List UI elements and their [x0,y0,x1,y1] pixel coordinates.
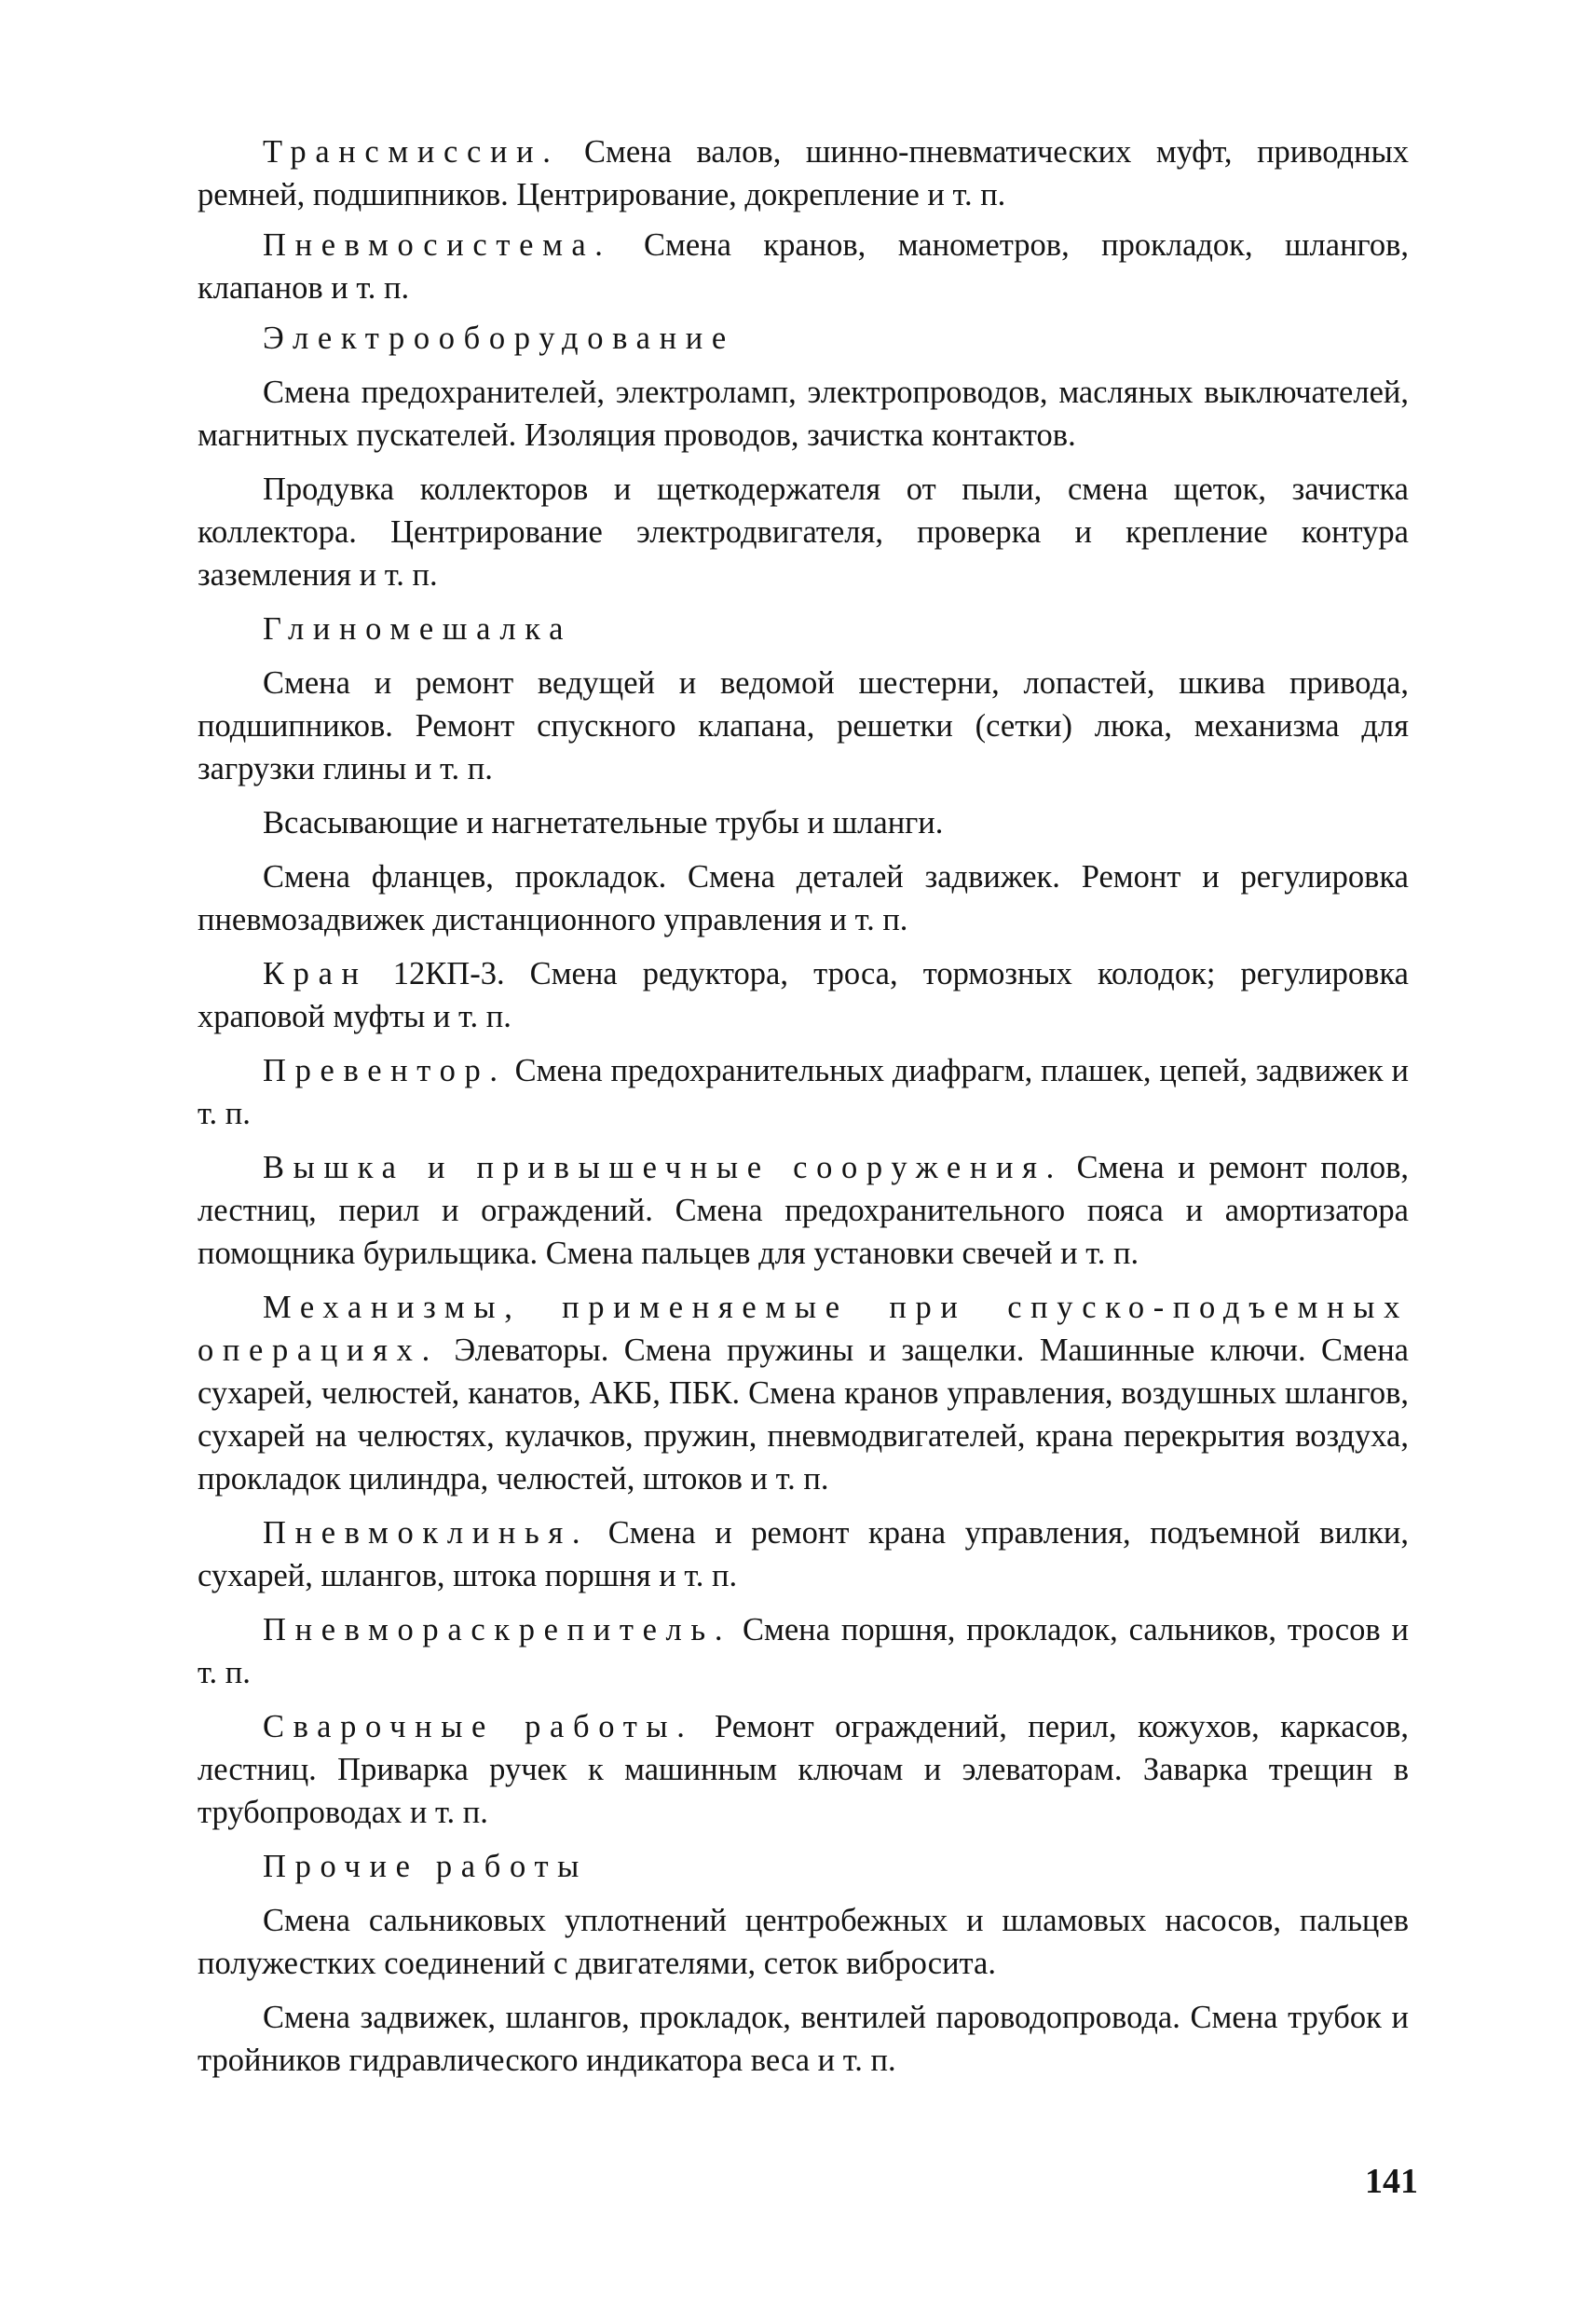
text-crane: 12КП-3. Смена редуктора, троса, тормозных колодок; регулировка храповой муфты и т. п. [198,956,1409,1034]
text-slips: Смена и ремонт крана управления, подъемной вилки, сухарей, шлангов, штока поршня и т. п. [198,1515,1409,1593]
section-tripping [198,1286,1409,1500]
text-other-1: Смена сальниковых уплотнений центробежных и шламовых насосов, пальцев полужестких соединений с двигателями, сеток вибросита. [198,1903,1409,1981]
heading-electrical: Электрооборудование [263,321,735,356]
text-derrick: Смена и ремонт полов, лестниц, перил и ограждений. Смена предохранительного пояса и амортизатора помощника бурильщика. Смена пальцев для установки свечей и т. п. [198,1150,1410,1271]
heading-pipes: Всасывающие и нагнетательные трубы и шланги. [263,805,944,841]
heading-crane: Кран [263,956,368,991]
heading-transmissions: Трансмиссии. [263,134,560,170]
text-tripping: Элеваторы. Смена пружины и защелки. Машинные ключи. Смена сухарей, челюстей, канатов, АКБ, ПБК. Смена кранов управления, воздушных шлангов, сухарей на челюстях, кулачков, пружин, пневмодвигателей, крана перекрытия воздуха, прокладок цилиндра, челюстей, штоков и т. п. [198,1333,1409,1497]
heading-preventer: Превентор. [263,1053,507,1088]
section-slips [198,1511,1409,1597]
section-spinner [198,1608,1409,1694]
text-transmissions: Смена валов, шинно-пневматических муфт, приводных ремней, подшипников. Центрирование, докрепление и т. п. [198,134,1409,212]
text-electrical-2: Продувка коллекторов и щеткодержателя от пыли, смена щеток, зачистка коллектора. Центрирование электродвигателя, проверка и крепление контура заземления и т. п. [198,472,1409,593]
heading-clay-mixer: Глиномешалка [263,611,573,647]
text-other-2: Смена задвижек, шлангов, прокладок, вентилей пароводопровода. Смена трубок и тройников гидравлического индикатора веса и т. п. [198,2000,1409,2078]
heading-other: Прочие работы [263,1849,589,1884]
text-electrical-1: Смена предохранителей, электроламп, электропроводов, масляных выключателей, магнитных пускателей. Изоляция проводов, зачистка контактов. [198,375,1409,453]
text-clay-mixer: Смена и ремонт ведущей и ведомой шестерни, лопастей, шкива привода, подшипников. Ремонт спускного клапана, решетки (сетки) люка, механизма для загрузки глины и т. п. [198,665,1409,786]
heading-pneumatic-system: Пневмосистема. [263,227,612,263]
document-page [198,130,1409,2093]
text-welding: Ремонт ограждений, перил, кожухов, каркасов, лестниц. Приварка ручек к машинным ключам и элеваторам. Заварка трещин в трубопроводах и т. п. [198,1709,1409,1830]
section-transmissions [198,130,1409,216]
heading-tripping: Механизмы, применяемые при спуско-подъемных операциях. [198,1290,1409,1368]
heading-slips: Пневмоклинья. [263,1515,590,1551]
text-preventer: Смена предохранительных диафрагм, плашек, цепей, задвижек и т. п. [198,1053,1409,1131]
page-number: 141 [1365,2162,1418,2201]
section-pneumatic-system [198,224,1409,309]
section-crane [198,952,1409,1038]
heading-derrick: Вышка и привышечные сооружения. [263,1150,1063,1185]
section-welding [198,1705,1409,1834]
text-pipes: Смена фланцев, прокладок. Смена деталей задвижек. Ремонт и регулировка пневмозадвижек дистанционного управления и т. п. [198,859,1409,937]
section-preventer [198,1049,1409,1135]
heading-spinner: Пневмораскрепитель. [263,1612,732,1647]
heading-welding: Сварочные работы. [263,1709,694,1744]
text-pneumatic-system: Смена кранов, манометров, прокладок, шлангов, клапанов и т. п. [198,227,1409,306]
section-derrick [198,1146,1409,1275]
text-spinner: Смена поршня, прокладок, сальников, тросов и т. п. [198,1612,1410,1690]
